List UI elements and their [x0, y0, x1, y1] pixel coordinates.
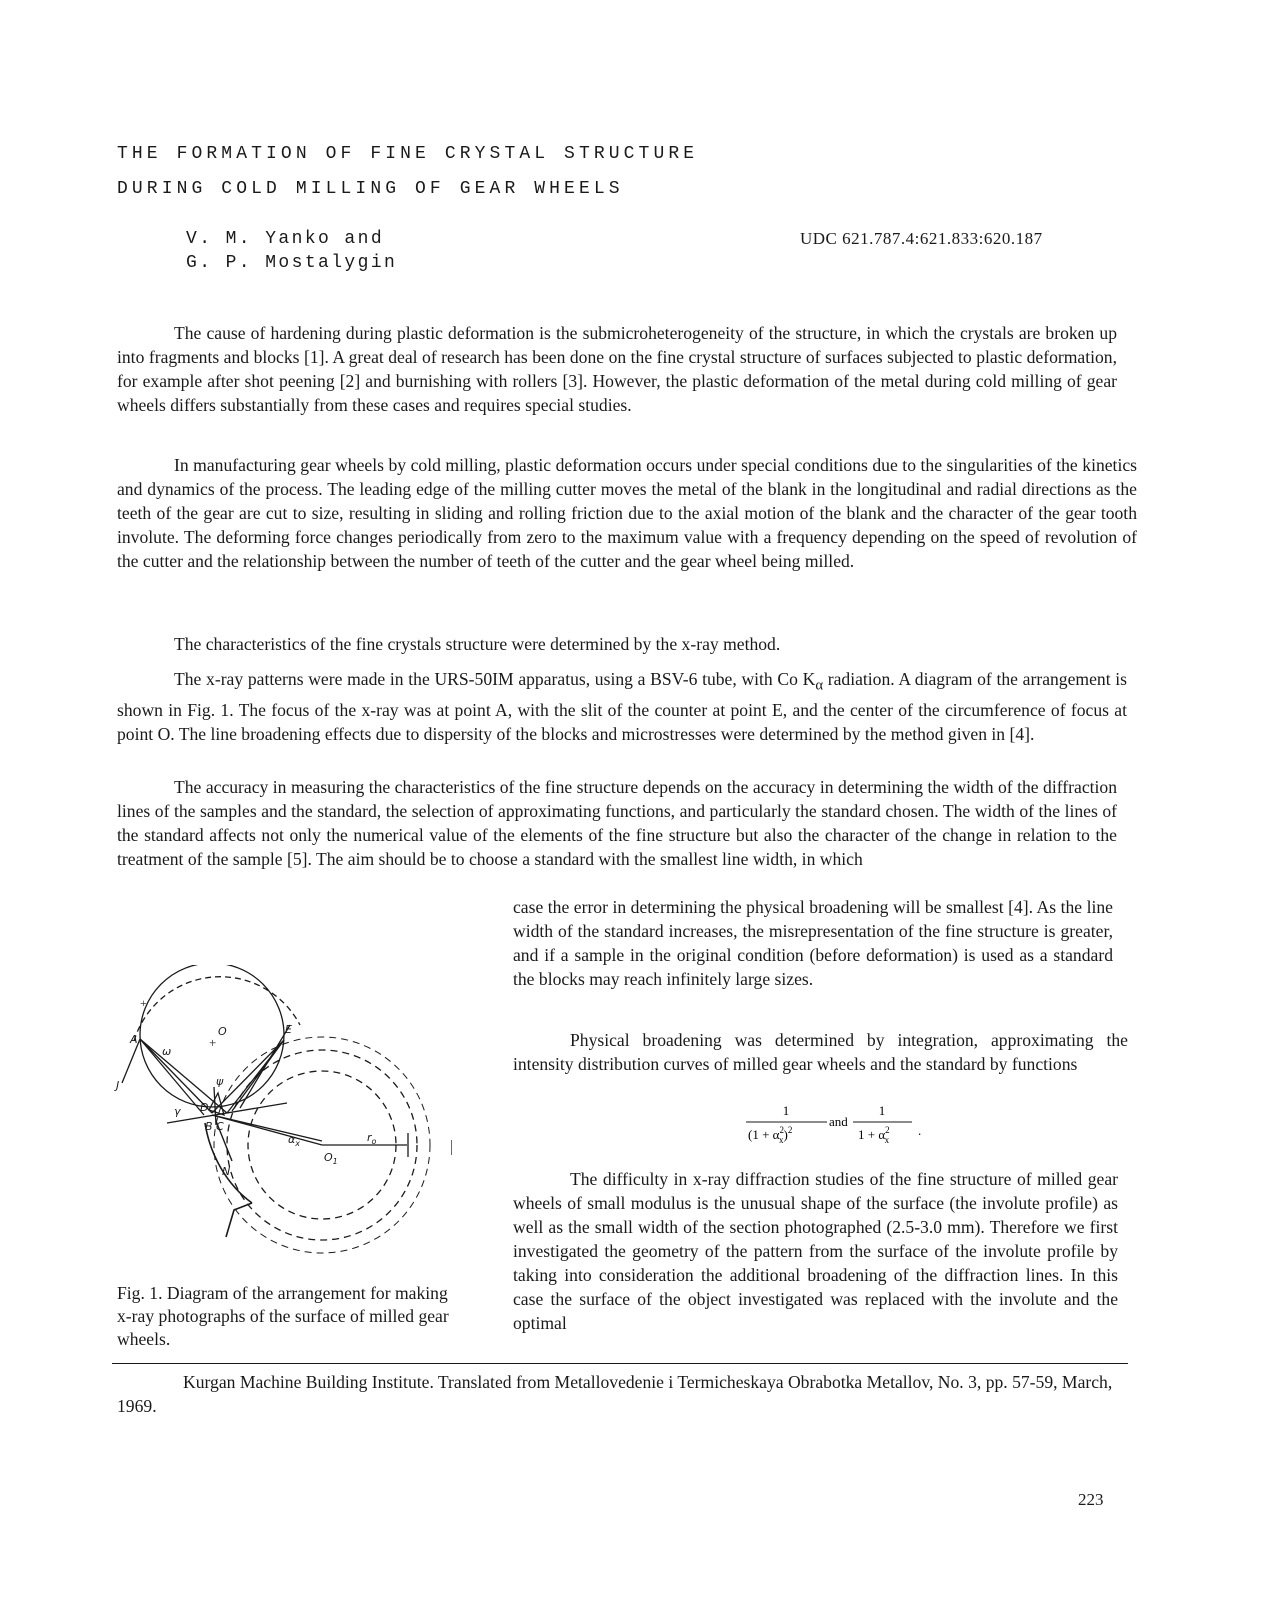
label-point-d: D — [200, 1101, 209, 1114]
paragraph-5: The accuracy in measuring the characteristics of the fine structure depends on the accuracy in determining the width of the diffraction lines of the samples and the standard, the selection of approximating functions, and particularly the standard chosen. The width of the lines of the standard affects not only the numerical value of the elements of the fine structure but also the character of the change in relation to the treatment of the sample [5]. The aim should be to choose a standard with the smallest line width, in which — [117, 777, 1117, 869]
paragraph-7: The difficulty in x-ray diffraction studies of the fine structure of milled gear wheels of small modulus is the unusual shape of the surface (the involute profile) as well as the small width of the section photographed (2.5-3.0 mm). Therefore we first investigated the geometry of the pattern from the surface of the involute profile by taking into consideration the additional broadening of the diffraction lines. In this case the surface of the object investigated was replaced with the involute and the optimal — [513, 1169, 1118, 1333]
label-point-n: N — [222, 1165, 231, 1178]
tooth-edge — [226, 1203, 252, 1237]
footnote-rule — [112, 1363, 1128, 1364]
paragraph-2: In manufacturing gear wheels by cold milling, plastic deformation occurs under special conditions due to the singularities of the kinetics and dynamics of the process. The leading edge of the milling cutter moves the metal of the blank in the longitudinal and radial directions as the teeth of the gear are cut to size, resulting in sliding and rolling friction due to the axial motion of the blank and the character of the gear tooth involute. The deforming force changes periodically from zero to the maximum value with a frequency depending on the speed of revolution of the cutter and the relationship between the number of teeth of the cutter and the gear wheel being milled. — [117, 455, 1137, 571]
k-alpha-subscript: α — [815, 677, 824, 694]
paragraph-5-continued: case the error in determining the physical broadening will be smallest [4]. As the line width of the standard increases, the misrepresentation of the fine structure is greater, and if a sample in the original condition (before deformation) is used as a standard the blocks may reach infinitely large sizes. — [513, 897, 1113, 989]
paragraph-4 — [117, 667, 1127, 746]
formula-numerator-2: 1 — [878, 1103, 886, 1118]
paragraph-6: Physical broadening was determined by integration, approximating the intensity distribution curves of milled gear wheels and the standard by functions — [513, 1030, 1128, 1074]
label-alpha-x: $\alpha_x$ — [288, 1133, 300, 1148]
title-line-2: DURING COLD MILLING OF GEAR WHEELS — [117, 179, 624, 199]
label-point-c: C — [216, 1120, 224, 1133]
label-r0: $r_o$ — [367, 1131, 377, 1146]
label-point-a: A — [130, 1033, 138, 1046]
label-point-b: B — [205, 1120, 213, 1133]
title-line-1: THE FORMATION OF FINE CRYSTAL STRUCTURE — [117, 144, 699, 164]
label-point-o1: $O_1$ — [324, 1151, 338, 1166]
figure-1-caption: Fig. 1. Diagram of the arrangement for making x-ray photographs of the surface of milled gear wheels. — [117, 1283, 449, 1349]
label-omega: ω — [162, 1045, 172, 1058]
label-o-plus: + — [209, 1035, 217, 1050]
formula-numerator-1: 1 — [782, 1103, 790, 1118]
label-point-o: O — [218, 1025, 227, 1038]
paragraph-4-part-b: radiation. A diagram of the arrangement is shown in Fig. 1. The focus of the x-ray was at point A, with the slit of the counter at point E, and the center of the circumference of focus at point O. The line broadening effects due to dispersity of the blocks and microstresses were determined by the method given in [4]. — [117, 669, 1128, 744]
label-psi: ψ — [216, 1075, 224, 1088]
label-point-e: E — [285, 1023, 292, 1036]
author-1: V. M. Yanko and — [186, 229, 385, 249]
figure-label-plus: + — [140, 996, 147, 1010]
footnote: Kurgan Machine Building Institute. Translated from Metallovedenie i Termicheskaya Obrabotka Metallov, No. 3, pp. 57-59, March, 1969. — [117, 1372, 1113, 1416]
formula-and: and — [829, 1114, 848, 1129]
paragraph-1: The cause of hardening during plastic deformation is the submicroheterogeneity of the structure, in which the crystals are broken up into fragments and blocks [1]. A great deal of research has been done on the fine crystal structure of surfaces subjected to plastic deformation, for example after shot peening [2] and burnishing with rollers [3]. However, the plastic deformation of the metal during cold milling of gear wheels differs substantially from these cases and requires special studies. — [117, 323, 1117, 415]
label-gamma: γ — [174, 1105, 181, 1118]
paragraph-4-part-a: The x-ray patterns were made in the URS-50IM apparatus, using a BSV-6 tube, with Co K — [174, 669, 816, 689]
author-2: G. P. Mostalygin — [186, 253, 398, 273]
page-number: 223 — [1078, 1490, 1104, 1509]
udc-code: UDC 621.787.4:621.833:620.187 — [800, 229, 1043, 248]
formula-period: . — [918, 1123, 922, 1138]
approximating-functions-formula — [740, 1103, 940, 1145]
label-point-j: J — [116, 1079, 120, 1092]
formula-denominator-1: ($1 + \alpha^2$ x)$^2$ — [748, 1125, 793, 1145]
ray-a-3 — [140, 1039, 204, 1115]
formula-denominator-2: $1 + \alpha^2$ x — [858, 1125, 890, 1145]
figure-1-diagram — [112, 965, 452, 1275]
paragraph-3: The characteristics of the fine crystals structure were determined by the x-ray method. — [174, 634, 781, 654]
